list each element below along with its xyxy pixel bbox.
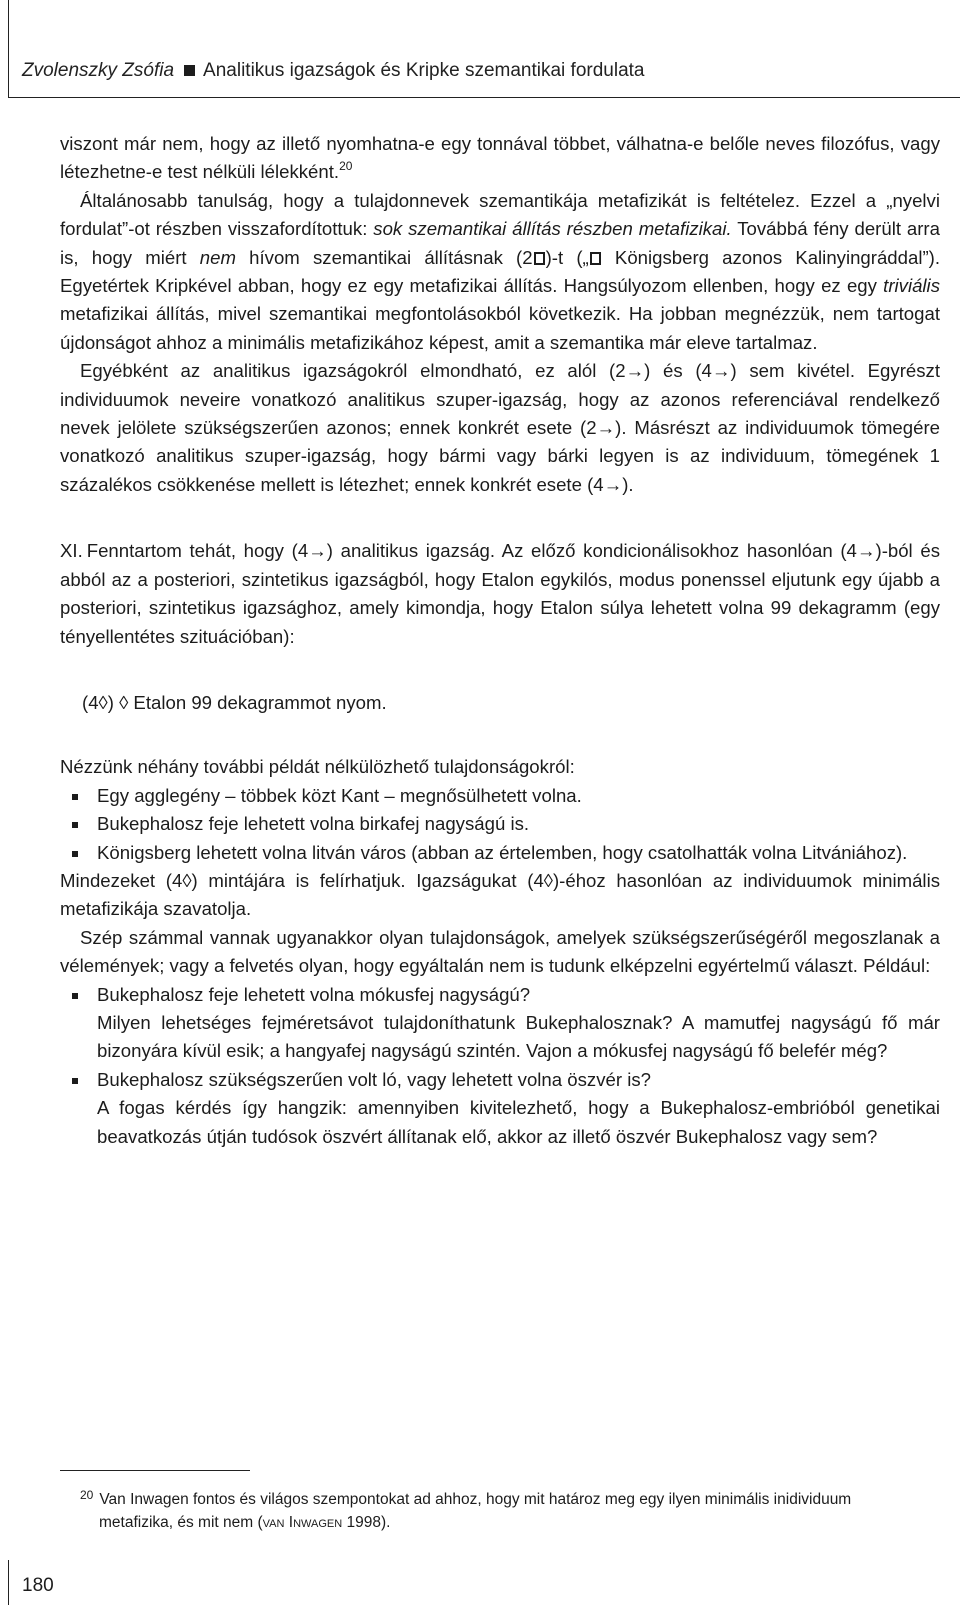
- footnote-text: Van Inwagen fontos és világos szempontokat ad ahhoz, hogy mit határoz meg egy ilyen minimális inidividuum: [99, 1491, 852, 1508]
- example-list-2: [60, 981, 940, 1151]
- header-frame-left: [8, 0, 9, 97]
- paragraph-4-text: Fenntartom tehát, hogy (4→) analitikus igazság. Az előző kondicionálisokhoz hasonlóan (4→)-ból és abból az a posteriori, szintetikus igazságból, hogy Etalon egykilós, modus ponenssel eljutunk egy újabb a posteriori, szintetikus igazsághoz, amely kimondja, hogy Etalon súlya lehetett volna 99 dekagramm (egy tényellentétes szituációban):: [60, 540, 940, 647]
- necessity-box-icon: [534, 252, 545, 265]
- header-author: Zvolenszky Zsófia: [22, 60, 175, 81]
- paragraph-2: [60, 187, 940, 357]
- footnote-cont-a: metafizika, és mit nem (: [99, 1514, 263, 1531]
- p2-text-a: Általánosabb tanulság, hogy a tulajdonnevek szemantikája metafizikát is feltételez. Ezzel a „nyelvi fordulat”-ot részben visszafordítottuk:: [60, 189, 940, 240]
- p2-italic-claim: sok szemantikai állítás részben metafizikai.: [373, 218, 732, 240]
- main-text: [60, 130, 940, 1151]
- paragraph-6: Mindezeket (4◊) mintájára is felírhatjuk. Igazságukat (4◊)-éhoz hasonlóan az individuumok minimális metafizikája szavatolja.: [60, 869, 940, 920]
- list-item: Egy agglegény – többek közt Kant – megnősülhetett volna.: [60, 782, 940, 810]
- answer: A fogas kérdés így hangzik: amennyiben kivitelezhető, hogy a Bukephalosz-embrióból genetikai beavatkozás útján tudósok öszvért állítanak elő, akkor az illető öszvér Bukephalosz vagy sem?: [97, 1097, 940, 1147]
- header-rule: [8, 97, 960, 98]
- footnote-rule: [60, 1470, 250, 1471]
- question: Bukephalosz szükségszerűen volt ló, vagy lehetett volna öszvér is?: [97, 1068, 651, 1090]
- footnote-ref[interactable]: 20: [339, 159, 353, 174]
- answer: Milyen lehetséges fejméretsávot tulajdoníthatunk Bukephalosznak? A mamutfej nagyságú fő már bizonyára kívül esik; a hangyafej nagyságú szintén. Vajon a mókusfej nagyságú fő belefér még?: [97, 1011, 940, 1062]
- footnote-mark: 20: [80, 1488, 94, 1502]
- p2-text-g: Königsberg azonos Kalinyingráddal”). Egyetértek Kripkével abban, hogy ez egy metafizikai állítás. Hangsúlyozom ellenben, hogy ez egy: [60, 246, 941, 297]
- footnote-citation-author: van Inwagen: [262, 1514, 343, 1531]
- section-number: XI.: [60, 540, 83, 562]
- list-item: [60, 1066, 940, 1151]
- paragraph-3: Egyébként az analitikus igazságokról elmondható, ez alól (2→) és (4→) sem kivétel. Egyrészt individuumok neveire vonatkozó analitikus szuper-igazság, hogy az azonos referenciával rendelkező nevek jelölete szükségszerűen azonos; ennek konkrét esete (2→). Másrészt az individuumok tömegére vonatkozó analitikus szuper-igazság, hogy bármi vagy bárki legyen is az individuum, tömegének 1 százalékos csökkenése mellett is létezhet; ennek konkrét esete (4→).: [60, 360, 940, 495]
- paragraph-1-text: viszont már nem, hogy az illető nyomhatna-e egy tonnával többet, válhatna-e belőle neves filozófus, vagy létezhetne-e test nélküli lélekként.: [60, 133, 940, 183]
- p2-text-c: Továbbá fény derült arra is, hogy miért: [60, 218, 940, 268]
- list-item: Königsberg lehetett volna litván város (abban az értelemben, hogy csatolhatták volna Litvániához).: [60, 839, 940, 867]
- paragraph-7: Szép számmal vannak ugyanakkor olyan tulajdonságok, amelyek szükségszerűségéről megoszlanak a vélemények; vagy a felvetés olyan, hogy egyáltalán nem is tudunk elképzelni egyértelmű választ. Például:: [60, 926, 940, 977]
- p2-text-e: hívom szemantikai állításnak (2: [235, 246, 533, 268]
- p2-text-f: )-t („: [545, 246, 589, 268]
- p2-text-i: metafizikai állítás, mivel szemantikai megfontolásokból következik. Ha jobban megnézzük, nem tartogat újdonságot ahhoz a minimális metafizikához képest, amit a szemantika már eleve tartalmaz.: [60, 303, 940, 353]
- footnote-cont-b: 1998).: [342, 1514, 391, 1531]
- footnote-continuation: [80, 1511, 940, 1534]
- page-number: 180: [22, 1575, 54, 1596]
- footnote-20: [80, 1484, 940, 1534]
- example-list-1: [60, 782, 940, 867]
- p2-italic-trivialis: triviális: [883, 275, 940, 297]
- page-number-frame: [8, 1560, 9, 1605]
- p2-italic-nem: nem: [199, 246, 236, 268]
- paragraph-5: Nézzünk néhány további példát nélkülözhető tulajdonságokról:: [60, 756, 575, 778]
- necessity-box-icon: [590, 252, 601, 265]
- list-item: Bukephalosz feje lehetett volna birkafej nagyságú is.: [60, 810, 940, 838]
- paragraph-1: [60, 130, 940, 187]
- list-item: [60, 981, 940, 1066]
- running-head: [22, 60, 645, 82]
- header-title: Analitikus igazságok és Kripke szemantikai fordulata: [203, 60, 645, 81]
- paragraph-4: [60, 537, 940, 651]
- square-bullet-icon: [184, 65, 195, 76]
- question: Bukephalosz feje lehetett volna mókusfej nagyságú?: [97, 983, 531, 1005]
- formula-4-diamond: (4◊) ◊ Etalon 99 dekagrammot nyom.: [82, 691, 387, 713]
